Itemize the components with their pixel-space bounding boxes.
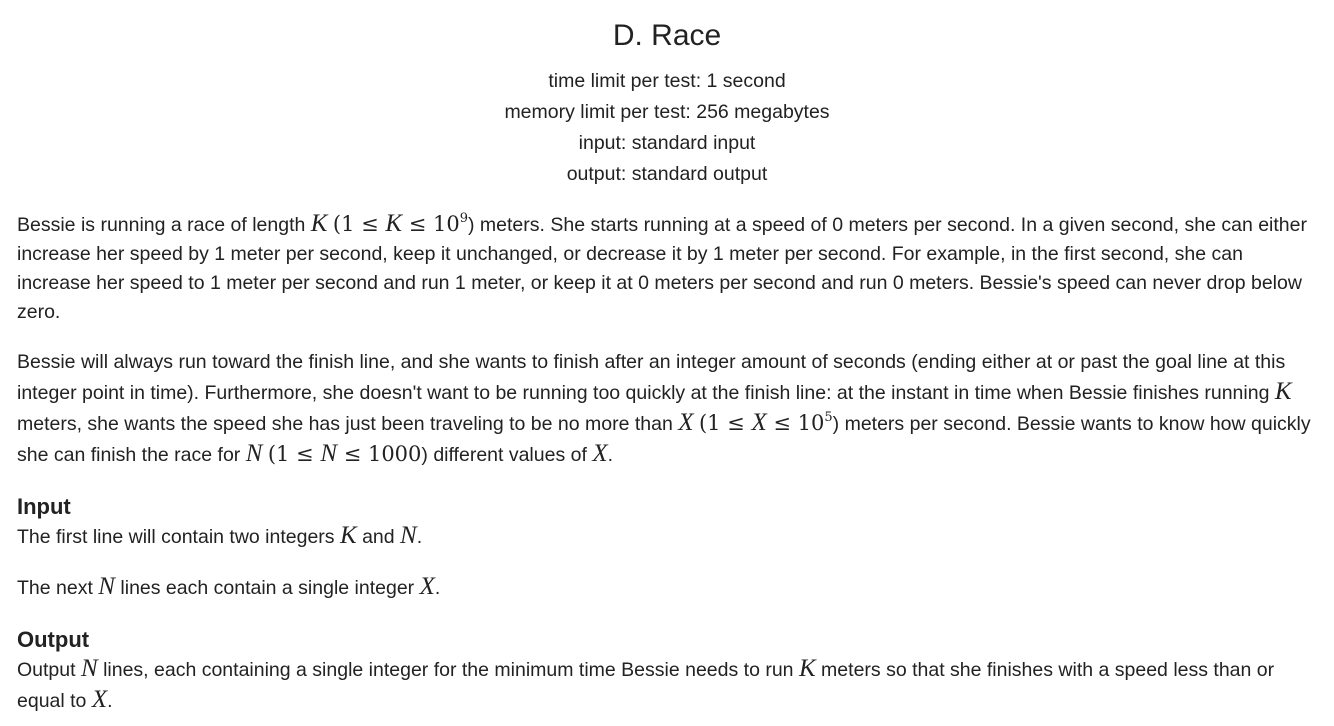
text: and (356, 526, 401, 548)
math-var-k: K (1274, 378, 1292, 405)
math-var-x: X (592, 440, 608, 467)
math-var-x: X (751, 409, 767, 436)
math-var-k: K (798, 655, 816, 682)
time-limit: time limit per test: 1 second (548, 70, 786, 92)
math-text: (1 ≤ (332, 212, 386, 236)
text: lines each contain a single integer (114, 577, 420, 599)
math-constraint-x (699, 411, 833, 435)
math-var-x: X (678, 409, 694, 436)
input-section-line-1 (17, 521, 1317, 552)
text: ) meters. She starts running at a speed of 0 meters per second. In a given second, she can either increase her speed by 1 meter per second, keep it unchanged, or decrease it by 1 meter per second. For example, in the first second, she can increase her speed to 1 meter per second and run 1 meter, or keep it at 0 meters per second and run 0 meters. Bessie's speed can never drop below zero. (17, 214, 1307, 323)
problem-title: D. Race (612, 19, 722, 52)
memory-limit: memory limit per test: 256 megabytes (504, 101, 830, 123)
math-text: ≤ 1000 (337, 442, 422, 466)
text: meters so that she finishes with a speed less than or equal to (17, 659, 1275, 712)
math-exponent: 9 (459, 211, 469, 226)
math-constraint-k (333, 212, 468, 236)
output-spec: output: standard output (566, 163, 768, 185)
text: The next (17, 577, 99, 599)
statement-paragraph-2 (17, 348, 1317, 470)
math-var-k: K (385, 210, 403, 237)
input-section-title: Input (17, 494, 71, 519)
math-var-k: K (339, 522, 357, 549)
math-var-x: X (91, 686, 108, 713)
math-exponent: 5 (824, 410, 833, 425)
text: Output (17, 659, 81, 681)
math-var-n: N (98, 573, 115, 600)
output-section-title: Output (17, 627, 90, 652)
text: meters, she wants the speed she has just been traveling to be no more than (17, 413, 679, 435)
math-text: ≤ 10 (402, 212, 460, 236)
text: Bessie will always run toward the finish line, and she wants to finish after an integer amount of seconds (ending either at or past the goal line at this integer point in time). Furthermore, she doesn't want to be running too quickly at the finish line: at the instant in time when Bessie finishes running (17, 351, 1286, 404)
math-var-n: N (400, 522, 417, 549)
math-var-k: K (310, 210, 328, 237)
math-text: ≤ 10 (766, 411, 825, 435)
text: The first line will contain two integers (17, 526, 340, 548)
math-var-n: N (245, 440, 263, 467)
text: ) meters per second. Bessie wants to know how quickly she can finish the race for (17, 413, 1311, 466)
text: . (607, 444, 614, 466)
input-section-line-2 (17, 572, 1317, 603)
text: . (107, 690, 113, 712)
input-spec: input: standard input (578, 132, 756, 154)
math-var-n: N (80, 655, 98, 682)
statement-paragraph-1 (17, 209, 1317, 327)
math-constraint-n (268, 442, 422, 466)
math-text: (1 ≤ (698, 411, 752, 435)
text: . (434, 577, 441, 599)
text: ) different values of (421, 444, 593, 466)
problem-statement (0, 16, 1317, 716)
math-text: (1 ≤ (267, 442, 321, 466)
text: Bessie is running a race of length (17, 214, 311, 236)
math-var-x: X (419, 573, 435, 600)
text: lines, each containing a single integer for the minimum time Bessie needs to run (97, 659, 799, 681)
problem-limits (17, 66, 1317, 190)
math-var-n: N (320, 440, 338, 467)
text: . (416, 526, 423, 548)
output-section-body (17, 654, 1317, 716)
